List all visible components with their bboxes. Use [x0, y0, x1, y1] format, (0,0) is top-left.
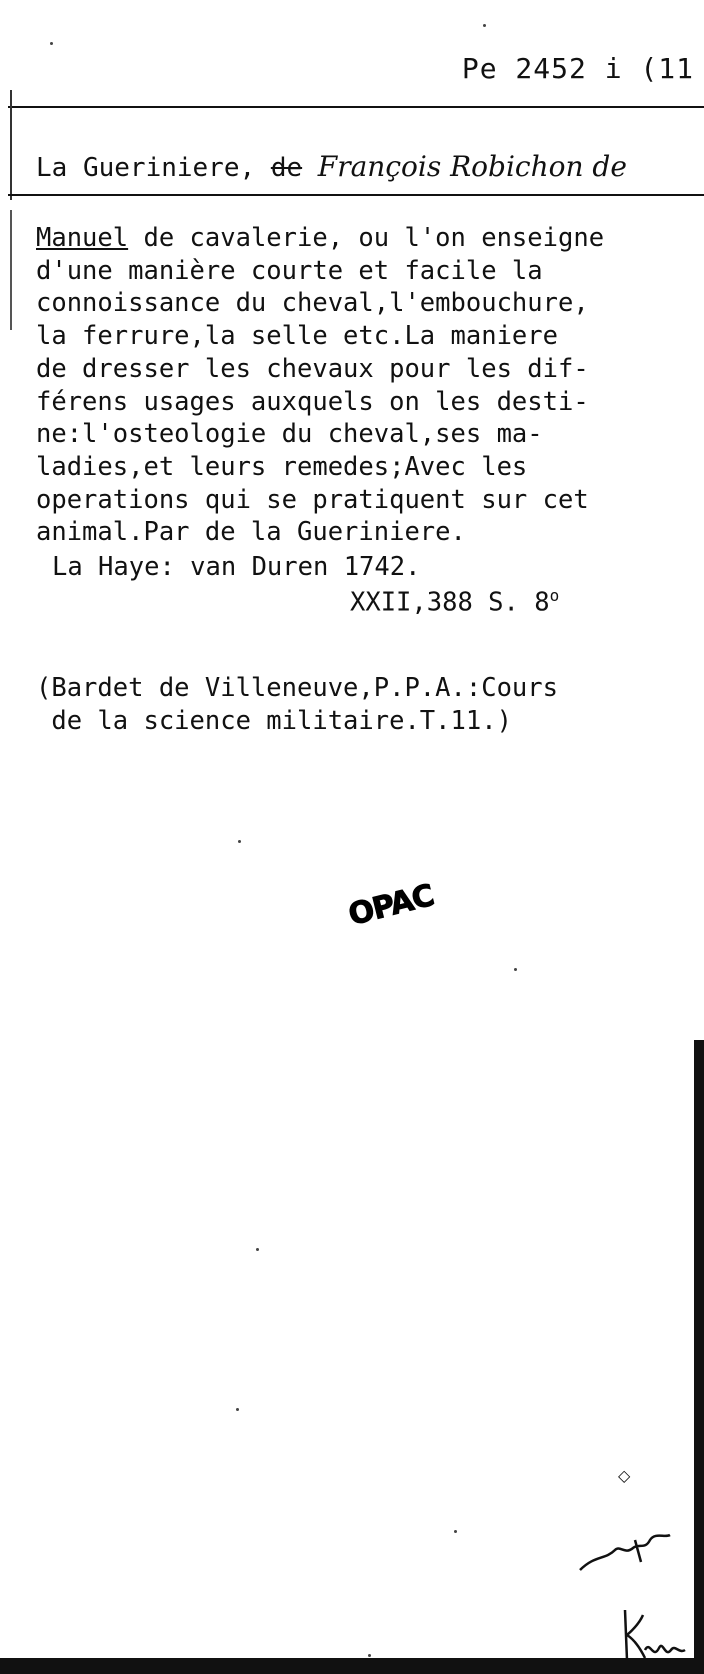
collation-text: XXII,388 S. 8 [350, 587, 550, 618]
title-line: férens usages auxquels on les desti- [36, 386, 589, 417]
speck [454, 1530, 457, 1533]
card-edge-shadow [694, 1040, 704, 1674]
author-struck-particle: de [270, 153, 303, 183]
imprint: La Haye: van Duren 1742. [52, 552, 421, 582]
left-edge-line [10, 90, 12, 200]
author-handwritten-forename: François Robichon de [317, 150, 627, 183]
title-line: ladies,et leurs remedes;Avec les [36, 451, 528, 482]
title-line: Manuel de cavalerie, ou l'on enseigne [36, 223, 605, 253]
diamond-mark-icon: ◇ [618, 1466, 631, 1485]
title-line: ne:l'osteologie du cheval,ses ma- [36, 419, 543, 450]
title-line: operations qui se pratiquent sur cet [36, 484, 589, 515]
title-line: la ferrure,la selle etc.La maniere [36, 321, 558, 352]
title-line: d'une manière courte et facile la [36, 255, 543, 286]
series-note [36, 672, 558, 738]
title-description [36, 222, 696, 549]
series-line: de la science militaire.T.11.) [36, 706, 512, 736]
format-degree: o [549, 586, 560, 605]
collation [350, 586, 559, 618]
author-typed: La Gueriniere, [36, 153, 256, 183]
speck [256, 1248, 259, 1251]
speck [50, 42, 53, 45]
heading-rule [8, 194, 704, 196]
top-rule [8, 106, 704, 108]
card-bottom-edge [0, 1658, 704, 1674]
left-edge-line-lower [10, 210, 12, 330]
speck [236, 1408, 239, 1411]
series-line: (Bardet de Villeneuve,P.P.A.:Cours [36, 673, 558, 703]
shelfmark: Pe 2452 i (11 [461, 52, 694, 85]
title-line: animal.Par de la Gueriniere. [36, 517, 466, 548]
handwritten-signature [575, 1510, 695, 1660]
speck [368, 1654, 371, 1657]
title-line: de dresser les chevaux pour les dif- [36, 353, 589, 384]
speck [238, 840, 241, 843]
author-heading [36, 150, 627, 183]
speck [483, 24, 486, 27]
speck [514, 968, 517, 971]
opac-stamp: OPAC [345, 878, 437, 933]
title-keyword: Manuel [36, 223, 129, 253]
title-line: connoissance du cheval,l'embouchure, [36, 288, 589, 319]
